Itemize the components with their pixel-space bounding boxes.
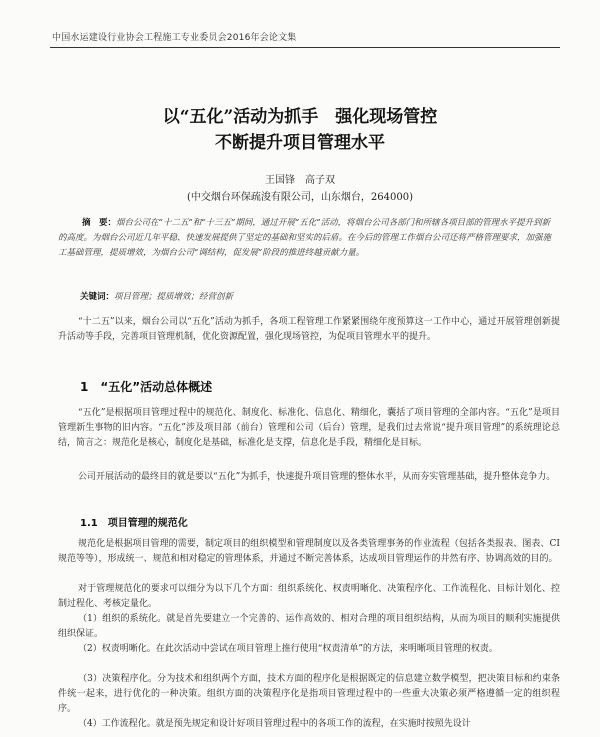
running-header: 中国水运建设行业协会工程施工专业委员会2016年会论文集 — [52, 33, 297, 43]
affiliation: (中交烟台环保疏浚有限公司，山东烟台，264000) — [187, 192, 413, 203]
list-item: （1）组织的系统化。就是首先要建立一个完善的、运作高效的、相对合理的项目组织结构，从而为项目的顺利实施提供组织保证。 — [58, 614, 560, 639]
article-title — [40, 104, 560, 156]
abstract-text: 烟台公司在“十二五”和“十三五”期间，通过开展“五化”活动，将烟台公司各部门和所辖各项目部的管理水平提升到新的高度。为烟台公司近几年平稳、快速发展提供了坚定的基础和坚实的后盾。在今后的管理工作烟台公司还将严格管理要求，加强施工基础管理，提质增效，为烟台公司“调结构，促发展”阶段的推进终越贡献力量。 — [58, 218, 552, 258]
keywords — [80, 290, 560, 302]
authors: 王国锋 高子双 — [265, 175, 335, 186]
subsection-paragraph-1: 规范化是根据项目管理的需要，制定项目的组织模型和管理制度以及各类管理事务的作业流程（包括各类报表、图表、CI规范等等），形成统一、规范和相对稳定的管理体系，并通过不断完善体系，达成项目管理运作的井然有序、协调高效的目的。 — [58, 539, 560, 564]
abstract — [58, 216, 556, 261]
list-item: （4）工作流程化。就是预先规定和设计好项目管理过程中的各项工作的流程，在实施时按照先设计 — [78, 719, 471, 729]
title-line-2: 不断提升项目管理水平 — [215, 133, 385, 153]
subsection-paragraph-2: 对于管理规范化的要求可以细分为以下几个方面：组织系统化、权责明晰化、决策程序化、工作流程化、目标计划化、控制过程化、考核定量化。 — [58, 584, 560, 609]
abstract-label: 摘 要： — [82, 218, 117, 228]
keywords-label: 关键词： — [80, 292, 115, 302]
subsection-heading: 1.1 项目管理的规范化 — [80, 518, 188, 529]
section1-paragraph-1: “五化”是根据项目管理过程中的规范化、制度化、标准化、信息化、精细化，囊括了项目管理的全部内容。“五化”是项目管理新生事物的旧内容。“五化”涉及项目部（前台）管理和公司（后台）管理，是我们过去常说“提升项目管理”的系统理论总结，简言之：规范化是核心，制度化是基础，标准化是支撑，信息化是手段，精细化是目标。 — [58, 408, 560, 448]
title-line-1: 以“五化”活动为抓手 强化现场管控 — [162, 107, 438, 127]
section1-paragraph-2: 公司开展活动的最终目的就是要以“五化”为抓手，快速提升项目管理的整体水平，从而夯实管理基础，提升整体竞争力。 — [78, 472, 556, 482]
keywords-text: 项目管理；提质增效；经营创新 — [114, 292, 234, 302]
intro-paragraph: “十二五”以来，烟台公司以“五化”活动为抓手，各项工程管理工作紧紧围绕年度预算这一工作中心，通过开展管理创新提升活动等手段，完善项目管理机制，优化资源配置，强化现场管控，为促项目管理水平的提升。 — [58, 317, 560, 342]
list-item: （2）权责明晰化。在此次活动中尝试在项目管理上推行使用“权责清单”的方法，来明晰项目管理的权责。 — [78, 644, 498, 654]
list-item: （3）决策程序化。分为技术和组织两个方面，技术方面的程序化是根据既定的信息建立数学模型，把决策目标和约束条件统一起来，进行优化的一种决策。组织方面的决策程序化是指项目管理过程中的一些重大决策必须严格遵循一定的组织程序。 — [58, 674, 560, 714]
header-rule — [50, 47, 560, 48]
section-heading: 1 “五化”活动总体概述 — [80, 380, 213, 394]
